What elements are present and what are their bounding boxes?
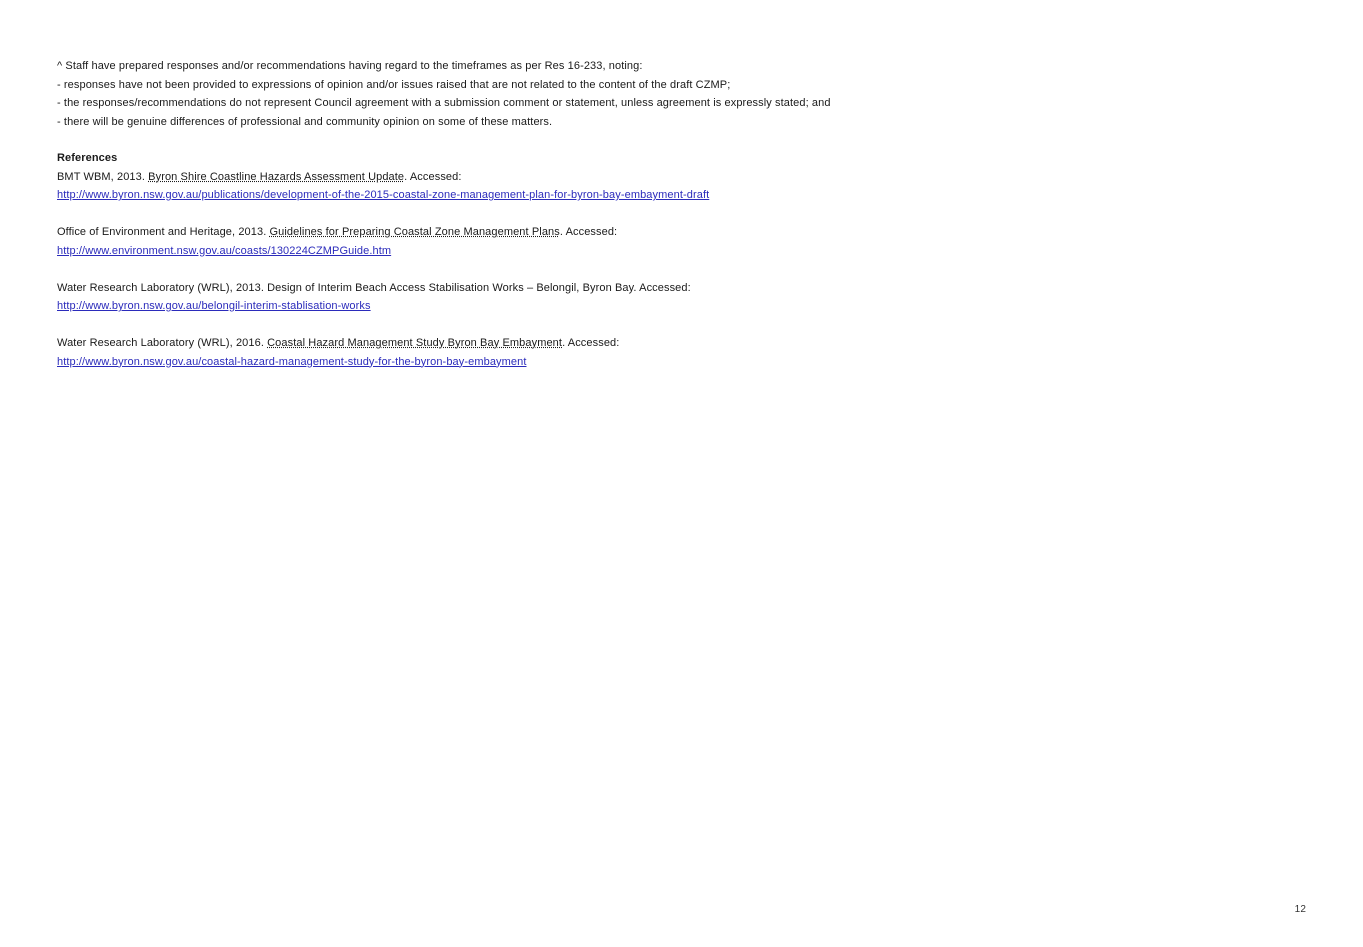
references-heading: References xyxy=(57,152,118,164)
citation-suffix: . Accessed: xyxy=(404,170,462,183)
note-line: - the responses/recommendations do not represent Council agreement with a submission comment or statement, unless agreement is expressly stated; and xyxy=(57,97,831,109)
spacer xyxy=(57,316,1057,335)
reference-item xyxy=(57,168,1057,205)
citation-suffix: . Accessed: xyxy=(559,226,618,238)
citation-title: Guidelines for Preparing Coastal Zone Management Plans xyxy=(269,226,560,238)
references-section xyxy=(57,149,1057,371)
citation-title: Byron Shire Coastline Hazards Assessment Update xyxy=(148,170,405,183)
reference-item xyxy=(57,279,1057,316)
citation-prefix: Water Research Laboratory (WRL), 2013. Design of Interim Beach Access Stabilisation Works – Belongil, Byron Bay. Accessed: xyxy=(57,281,691,294)
reference-link[interactable]: http://www.environment.nsw.gov.au/coasts/130224CZMPGuide.htm xyxy=(57,244,392,257)
note-line: ^ Staff have prepared responses and/or recommendations having regard to the timeframes as per Res 16-233, noting: xyxy=(57,60,643,72)
note-line: - responses have not been provided to expressions of opinion and/or issues raised that are not related to the content of the draft CZMP; xyxy=(57,78,731,91)
note-line: - there will be genuine differences of professional and community opinion on some of these matters. xyxy=(57,115,553,128)
reference-link[interactable]: http://www.byron.nsw.gov.au/publications/development-of-the-2015-coastal-zone-management-plan-for-byron-bay-embayment-draft xyxy=(57,189,710,201)
citation-prefix: Office of Environment and Heritage, 2013. xyxy=(57,226,270,238)
citation-prefix: BMT WBM, 2013. xyxy=(57,170,149,183)
citation-suffix: . Accessed: xyxy=(562,337,620,349)
staff-notes xyxy=(57,57,1057,131)
citation-title: Coastal Hazard Management Study Byron Bay Embayment xyxy=(267,337,563,349)
reference-citation xyxy=(57,279,1057,298)
reference-citation xyxy=(57,223,1057,242)
page-number: 12 xyxy=(1294,904,1306,915)
spacer xyxy=(57,205,1057,224)
reference-link[interactable]: http://www.byron.nsw.gov.au/coastal-hazard-management-study-for-the-byron-bay-embayment xyxy=(57,355,527,368)
reference-citation xyxy=(57,334,1057,353)
spacer xyxy=(57,260,1057,279)
reference-citation xyxy=(57,168,1057,187)
reference-item xyxy=(57,223,1057,260)
reference-item xyxy=(57,334,1057,371)
citation-prefix: Water Research Laboratory (WRL), 2016. xyxy=(57,337,268,349)
reference-link[interactable]: http://www.byron.nsw.gov.au/belongil-interim-stablisation-works xyxy=(57,300,371,312)
